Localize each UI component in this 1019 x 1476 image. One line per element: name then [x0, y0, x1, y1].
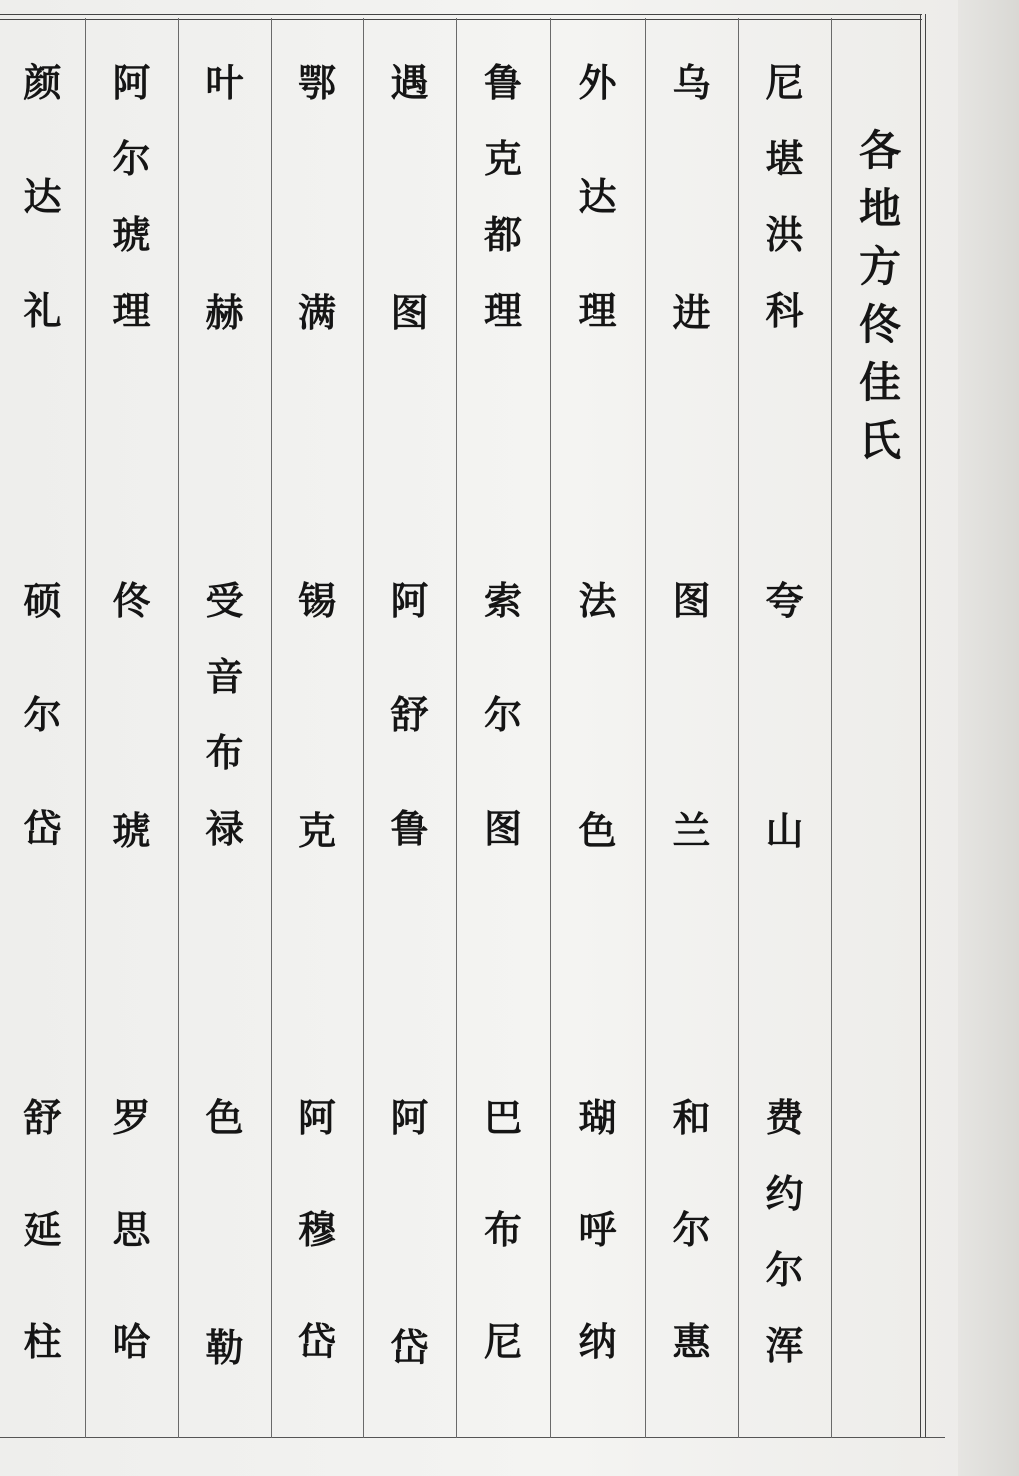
character: 费	[765, 1096, 804, 1140]
character: 尔	[672, 1208, 711, 1252]
name-column	[363, 18, 456, 1436]
bottom-border-rule	[0, 1437, 945, 1438]
character: 科	[765, 289, 804, 333]
character: 岱	[390, 1326, 429, 1370]
character: 岱	[297, 1320, 336, 1364]
character: 佳	[858, 358, 901, 407]
character: 布	[205, 731, 244, 775]
character: 尔	[23, 693, 62, 737]
character: 禄	[205, 807, 244, 851]
character: 鲁	[390, 807, 429, 851]
character: 夸	[765, 579, 804, 623]
character: 礼	[23, 289, 62, 333]
character: 浑	[765, 1324, 804, 1368]
character: 都	[483, 213, 522, 257]
clan-name	[178, 579, 271, 851]
character: 满	[297, 291, 336, 335]
clan-name	[85, 1096, 178, 1364]
clan-name	[550, 61, 645, 333]
character: 阿	[390, 579, 429, 623]
character: 和	[672, 1096, 711, 1140]
character: 兰	[672, 809, 711, 853]
character: 理	[483, 289, 522, 333]
character: 受	[205, 579, 244, 623]
character: 琥	[112, 809, 151, 853]
character: 索	[483, 579, 522, 623]
clan-name	[85, 579, 178, 853]
character: 氏	[858, 416, 901, 465]
clan-name	[271, 579, 363, 853]
character: 洪	[765, 213, 804, 257]
character: 巴	[483, 1096, 522, 1140]
character: 色	[205, 1096, 244, 1140]
character: 山	[765, 809, 804, 853]
clan-name	[550, 579, 645, 853]
clan-name	[85, 61, 178, 333]
character: 外	[578, 61, 617, 105]
character: 鄂	[297, 61, 336, 105]
character: 穆	[297, 1208, 336, 1252]
clan-name	[456, 61, 550, 333]
name-column	[456, 18, 550, 1436]
character: 克	[483, 137, 522, 181]
column-divider	[831, 18, 832, 1438]
character: 尼	[765, 61, 804, 105]
character: 乌	[672, 61, 711, 105]
character: 图	[483, 807, 522, 851]
clan-name	[456, 1096, 550, 1364]
character: 锡	[297, 579, 336, 623]
name-column	[738, 18, 831, 1436]
character: 琥	[112, 213, 151, 257]
clan-name	[738, 1096, 831, 1368]
character: 哈	[112, 1320, 151, 1364]
character: 方	[858, 242, 901, 291]
character: 色	[578, 809, 617, 853]
character: 思	[112, 1208, 151, 1252]
character: 阿	[112, 61, 151, 105]
character: 尔	[112, 137, 151, 181]
clan-name	[738, 61, 831, 333]
character: 各	[858, 126, 901, 175]
character: 理	[112, 289, 151, 333]
clan-name	[363, 61, 456, 335]
name-column	[178, 18, 271, 1436]
character: 音	[205, 655, 244, 699]
character: 赫	[205, 291, 244, 335]
character: 瑚	[578, 1096, 617, 1140]
character: 呼	[578, 1208, 617, 1252]
name-column	[0, 18, 85, 1436]
clan-name	[456, 579, 550, 851]
name-column	[645, 18, 738, 1436]
character: 颜	[23, 61, 62, 105]
clan-name	[178, 61, 271, 335]
character: 惠	[672, 1320, 711, 1364]
character: 舒	[390, 693, 429, 737]
character: 约	[765, 1172, 804, 1216]
clan-name	[0, 579, 85, 851]
clan-name	[363, 579, 456, 851]
character: 阿	[390, 1096, 429, 1140]
character: 柱	[23, 1320, 62, 1364]
character: 罗	[112, 1096, 151, 1140]
character: 硕	[23, 579, 62, 623]
clan-name	[178, 1096, 271, 1370]
character: 勒	[205, 1326, 244, 1370]
character: 堪	[765, 137, 804, 181]
character: 图	[672, 579, 711, 623]
clan-name	[645, 579, 738, 853]
character: 延	[23, 1208, 62, 1252]
name-column	[271, 18, 363, 1436]
character: 岱	[23, 807, 62, 851]
character: 图	[390, 291, 429, 335]
character: 舒	[23, 1096, 62, 1140]
character: 佟	[112, 579, 151, 623]
character: 达	[23, 175, 62, 219]
clan-name	[550, 1096, 645, 1364]
clan-name	[738, 579, 831, 853]
character: 遇	[390, 61, 429, 105]
clan-name	[0, 1096, 85, 1364]
clan-name	[363, 1096, 456, 1370]
right-border-rule	[920, 14, 926, 1438]
page-margin	[958, 0, 1019, 1476]
clan-name	[0, 61, 85, 333]
clan-name	[271, 61, 363, 335]
character: 纳	[578, 1320, 617, 1364]
character: 阿	[297, 1096, 336, 1140]
clan-name	[645, 61, 738, 335]
character: 进	[672, 291, 711, 335]
clan-name	[645, 1096, 738, 1364]
character: 鲁	[483, 61, 522, 105]
character: 尼	[483, 1320, 522, 1364]
clan-name	[271, 1096, 363, 1364]
character: 达	[578, 175, 617, 219]
name-column	[85, 18, 178, 1436]
character: 叶	[205, 61, 244, 105]
character: 佟	[858, 300, 901, 349]
character: 克	[297, 809, 336, 853]
character: 布	[483, 1208, 522, 1252]
character: 地	[858, 184, 901, 233]
heading	[845, 126, 915, 465]
character: 理	[578, 289, 617, 333]
name-column	[550, 18, 645, 1436]
character: 法	[578, 579, 617, 623]
character: 尔	[483, 693, 522, 737]
character: 尔	[765, 1248, 804, 1292]
